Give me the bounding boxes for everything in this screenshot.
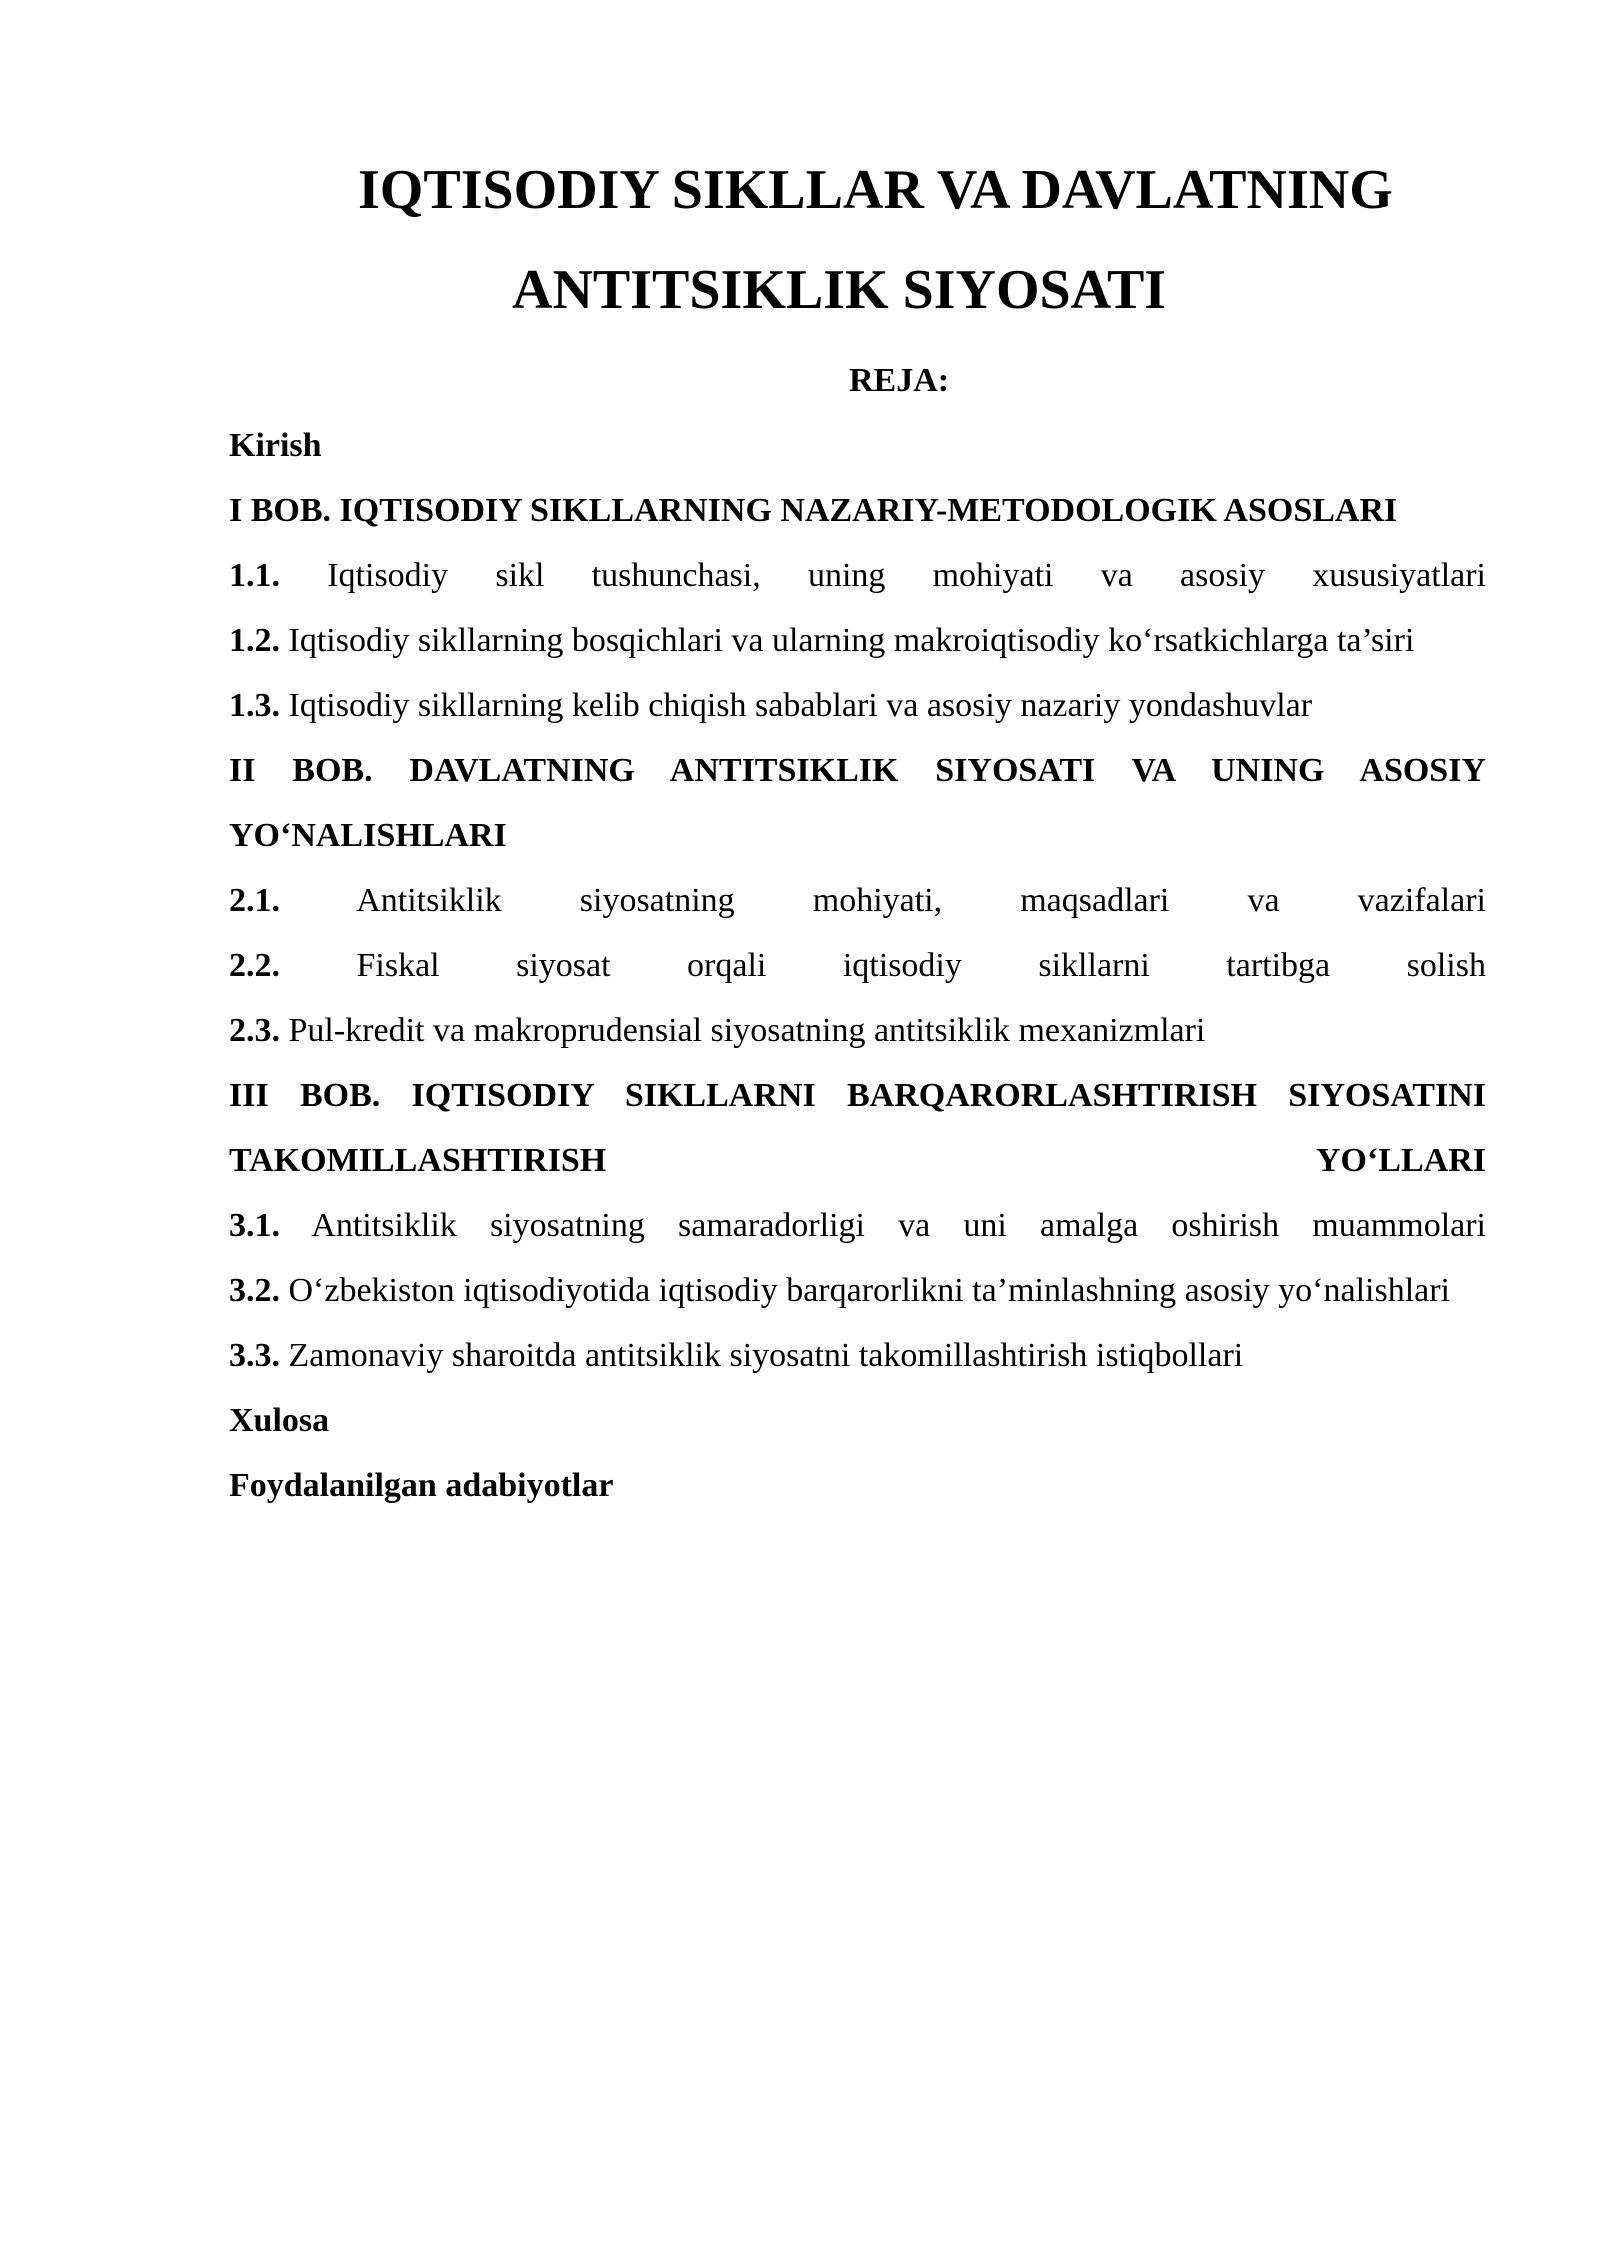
table-of-contents xyxy=(229,413,1486,1518)
section-title: Antitsiklik siyosatning mohiyati, maqsadlari va vazifalari xyxy=(280,882,1486,919)
section-title: Iqtisodiy sikllarning bosqichlari va ularning makroiqtisodiy ko‘rsatkichlarga ta’siri xyxy=(280,622,1415,659)
toc-section-3-3 xyxy=(229,1323,1486,1388)
section-number: 3.3. xyxy=(229,1337,280,1374)
toc-section-1-3 xyxy=(229,673,1486,738)
section-title: Iqtisodiy sikl tushunchasi, uning mohiyati va asosiy xususiyatlari xyxy=(280,557,1486,594)
title-line-1-text: IQTISODIY SIKLLAR VA DAVLATNING xyxy=(358,159,1393,221)
section-title: Zamonaviy sharoitda antitsiklik siyosatni takomillashtirish istiqbollari xyxy=(280,1337,1244,1374)
section-number: 3.2. xyxy=(229,1272,280,1309)
toc-section-2-3 xyxy=(229,998,1486,1063)
section-number: 1.3. xyxy=(229,687,280,724)
toc-section-2-2 xyxy=(229,933,1486,998)
section-title: Pul-kredit va makroprudensial siyosatning antitsiklik mexanizmlari xyxy=(280,1012,1206,1049)
section-number: 2.2. xyxy=(229,947,280,984)
toc-section-1-2 xyxy=(229,608,1486,673)
toc-references: Foydalanilgan adabiyotlar xyxy=(229,1467,614,1504)
section-title: Antitsiklik siyosatning samaradorligi va uni amalga oshirish muammolari xyxy=(280,1207,1486,1244)
section-title: Fiskal siyosat orqali iqtisodiy sikllarni tartibga solish xyxy=(280,947,1486,984)
section-number: 1.1. xyxy=(229,557,280,594)
toc-section-3-1 xyxy=(229,1193,1486,1258)
section-title: Iqtisodiy sikllarning kelib chiqish sabablari va asosiy nazariy yondashuvlar xyxy=(280,687,1313,724)
title-line-2-text: ANTITSIKLIK SIYOSATI xyxy=(512,259,1167,321)
toc-section-3-2 xyxy=(229,1258,1486,1323)
section-title: O‘zbekiston iqtisodiyotida iqtisodiy barqarorlikni ta’minlashning asosiy yo‘nalishlari xyxy=(280,1272,1450,1309)
section-number: 2.3. xyxy=(229,1012,280,1049)
toc-chapter-2: II BOB. DAVLATNING ANTITSIKLIK SIYOSATI VA UNING ASOSIY YO‘NALISHLARI xyxy=(229,752,1486,854)
section-number: 1.2. xyxy=(229,622,280,659)
toc-intro: Kirish xyxy=(229,427,322,464)
toc-chapter-1: I BOB. IQTISODIY SIKLLARNING NAZARIY-METODOLOGIK ASOSLARI xyxy=(229,492,1398,529)
section-number: 3.1. xyxy=(229,1207,280,1244)
toc-section-1-1 xyxy=(229,543,1486,608)
toc-conclusion: Xulosa xyxy=(229,1402,330,1439)
section-number: 2.1. xyxy=(229,882,280,919)
toc-chapter-3: III BOB. IQTISODIY SIKLLARNI BARQARORLASHTIRISH SIYOSATINI TAKOMILLASHTIRISH YO‘LLARI xyxy=(229,1077,1486,1179)
plan-heading: REJA: xyxy=(849,362,950,399)
toc-section-2-1 xyxy=(229,868,1486,933)
